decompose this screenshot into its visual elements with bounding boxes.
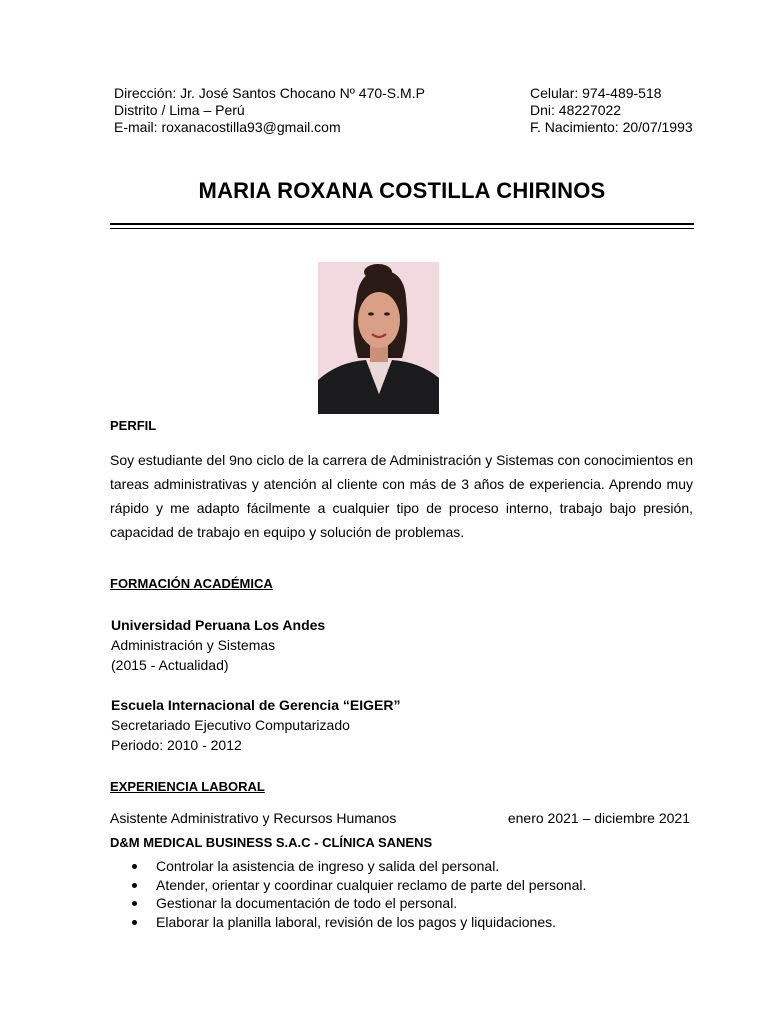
duty-item bbox=[132, 913, 586, 932]
job-dates: enero 2021 – diciembre 2021 bbox=[507, 810, 690, 826]
study-period: Periodo: 2010 - 2012 bbox=[111, 737, 242, 753]
duty-text: Gestionar la documentación de todo el personal. bbox=[156, 895, 458, 911]
header-divider-thick bbox=[110, 223, 694, 225]
job-title: Asistente Administrativo y Recursos Humanos bbox=[110, 810, 397, 826]
bullet-icon bbox=[132, 920, 137, 925]
perfil-heading: PERFIL bbox=[110, 418, 157, 433]
institution-name: Universidad Peruana Los Andes bbox=[111, 617, 326, 633]
person-name: MARIA ROXANA COSTILLA CHIRINOS bbox=[198, 178, 606, 203]
experiencia-heading: EXPERIENCIA LABORAL bbox=[110, 779, 265, 794]
perfil-text: Soy estudiante del 9no ciclo de la carrera de Administración y Sistemas con conocimientos en tareas administrativas y atención al cliente con más de 3 años de experiencia. Aprendo muy rápido y me adapto fácilmente a cualquier tipo de proceso interno, trabajo bajo presión, capacidad de trabajo en equipo y solución de problemas. bbox=[110, 452, 693, 540]
bullet-icon bbox=[132, 901, 137, 906]
duty-item bbox=[132, 876, 586, 895]
header-divider-thin bbox=[110, 228, 694, 229]
dni-line: Dni: 48227022 bbox=[530, 102, 622, 118]
birthdate-line: F. Nacimiento: 20/07/1993 bbox=[530, 119, 693, 135]
duty-text: Atender, orientar y coordinar cualquier reclamo de parte del personal. bbox=[156, 876, 587, 893]
formacion-heading: FORMACIÓN ACADÉMICA bbox=[110, 576, 273, 591]
education-entry bbox=[111, 615, 325, 675]
contact-info-left bbox=[114, 85, 425, 136]
duty-item bbox=[132, 857, 586, 876]
address-line: Dirección: Jr. José Santos Chocano Nº 470-S.M.P bbox=[114, 85, 425, 101]
bullet-icon bbox=[132, 883, 137, 888]
institution-name: Escuela Internacional de Gerencia “EIGER” bbox=[111, 697, 401, 713]
company-name: D&M MEDICAL BUSINESS S.A.C - CLÍNICA SANENS bbox=[110, 835, 433, 850]
duties-list bbox=[132, 857, 586, 931]
program-name: Administración y Sistemas bbox=[111, 637, 276, 653]
district-line: Distrito / Lima – Perú bbox=[114, 102, 245, 118]
study-period: (2015 - Actualidad) bbox=[111, 657, 229, 673]
bullet-icon bbox=[132, 864, 137, 869]
profile-photo bbox=[318, 262, 439, 414]
program-name: Secretariado Ejecutivo Computarizado bbox=[111, 717, 350, 733]
education-entry bbox=[111, 695, 400, 755]
email-line: E-mail: roxanacostilla93@gmail.com bbox=[114, 119, 341, 135]
contact-info-right bbox=[530, 85, 693, 136]
duty-text: Elaborar la planilla laboral, revisión de los pagos y liquidaciones. bbox=[156, 913, 557, 930]
duty-item bbox=[132, 894, 586, 913]
phone-line: Celular: 974-489-518 bbox=[530, 85, 662, 101]
duty-text: Controlar la asistencia de ingreso y salida del personal. bbox=[156, 858, 500, 874]
